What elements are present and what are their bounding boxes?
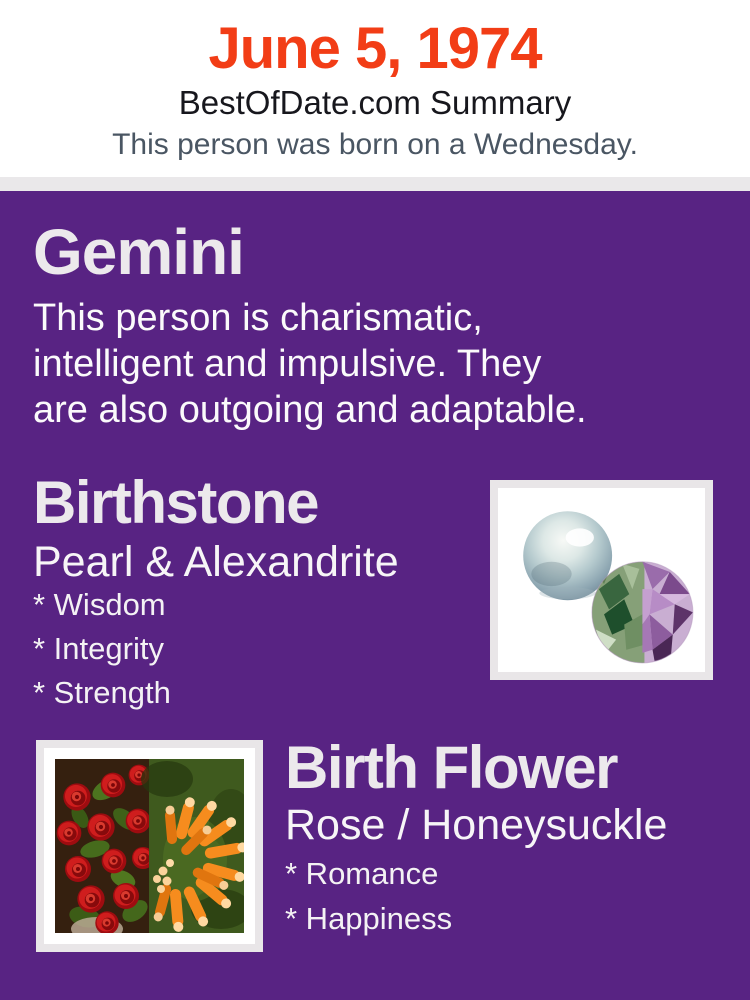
zodiac-description xyxy=(33,295,723,433)
zodiac-description-line: intelligent and impulsive. They xyxy=(33,343,542,385)
pearl-and-alexandrite-illustration xyxy=(503,493,700,667)
zodiac-sign-heading: Gemini xyxy=(33,216,244,288)
trait-item: * Romance xyxy=(285,856,439,891)
birthstone-names: Pearl & Alexandrite xyxy=(33,538,399,586)
birthstone-heading: Birthstone xyxy=(33,469,318,536)
zodiac-description-line: This person is charismatic, xyxy=(33,297,483,339)
birth-flower-traits-list xyxy=(285,851,452,941)
zodiac-description-line: are also outgoing and adaptable. xyxy=(33,389,587,431)
site-summary-heading: BestOfDate.com Summary xyxy=(178,84,572,121)
summary-panel xyxy=(0,191,750,1000)
page-title: June 5, 1974 xyxy=(208,16,542,81)
birthstone-image xyxy=(490,480,713,680)
birthstone-traits-list xyxy=(33,583,171,715)
header xyxy=(0,0,750,177)
birth-flower-image xyxy=(36,740,263,952)
trait-item: * Happiness xyxy=(285,901,453,936)
roses-and-honeysuckle-illustration xyxy=(55,759,244,933)
trait-item: * Strength xyxy=(33,675,171,710)
trait-item: * Integrity xyxy=(33,631,164,666)
header-divider xyxy=(0,177,750,191)
born-day-line: This person was born on a Wednesday. xyxy=(112,128,638,161)
birth-flower-heading: Birth Flower xyxy=(285,734,618,801)
birth-flower-names: Rose / Honeysuckle xyxy=(285,801,668,849)
trait-item: * Wisdom xyxy=(33,587,166,622)
